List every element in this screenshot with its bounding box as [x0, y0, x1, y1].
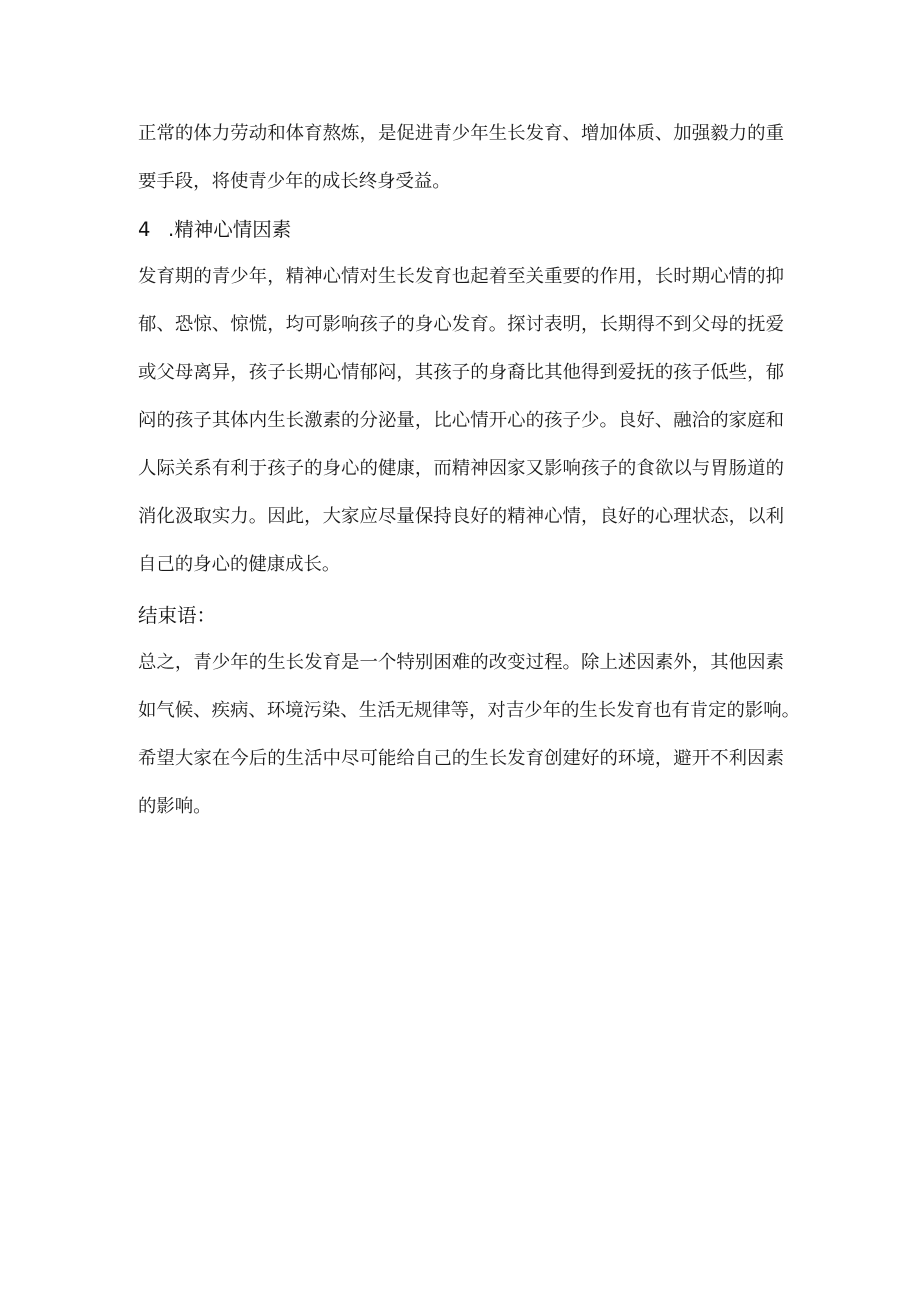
- body-line: 自己的身心的健康成长。: [138, 554, 341, 575]
- intro-line: 要手段，将使青少年的成长终身受益。: [138, 171, 451, 192]
- body-line: 消化汲取实力。因此，大家应尽量保持良好的精神心情，良好的心理状态，以利: [138, 506, 784, 527]
- section-number: 4: [138, 218, 151, 241]
- body-line: 人际关系有利于孩子的身心的健康，而精神因家又影响孩子的食欲以与胃肠道的: [138, 458, 784, 479]
- body-line: 郁、恐惊、惊慌，均可影响孩子的身心发育。探讨表明，长期得不到父母的抚爱: [138, 314, 784, 335]
- conclusion-heading: 结束语：: [138, 604, 217, 627]
- conclusion-line: 总之，青少年的生长发育是一个特别困难的改变过程。除上述因素外，其他因素: [138, 652, 784, 673]
- conclusion-line: 如气候、疾病、环境污染、生活无规律等，对吉少年的生长发育也有肯定的影响。: [138, 700, 801, 721]
- intro-line: 正常的体力劳动和体育熬炼，是促进青少年生长发育、增加体质、加强毅力的重: [138, 123, 784, 144]
- body-line: 发育期的青少年，精神心情对生长发育也起着至关重要的作用，长时期心情的抑: [138, 266, 784, 287]
- section-title: .精神心情因素: [168, 218, 292, 241]
- conclusion-line: 希望大家在今后的生活中尽可能给自己的生长发育创建好的环境，避开不利因素: [138, 748, 784, 769]
- body-line: 或父母离异，孩子长期心情郁闷，其孩子的身裔比其他得到爱抚的孩子低些，郁: [138, 362, 784, 383]
- body-line: 闷的孩子其体内生长激素的分泌量，比心情开心的孩子少。良好、融洽的家庭和: [138, 410, 784, 431]
- conclusion-line: 的影响。: [138, 796, 212, 817]
- section-heading: [138, 218, 291, 242]
